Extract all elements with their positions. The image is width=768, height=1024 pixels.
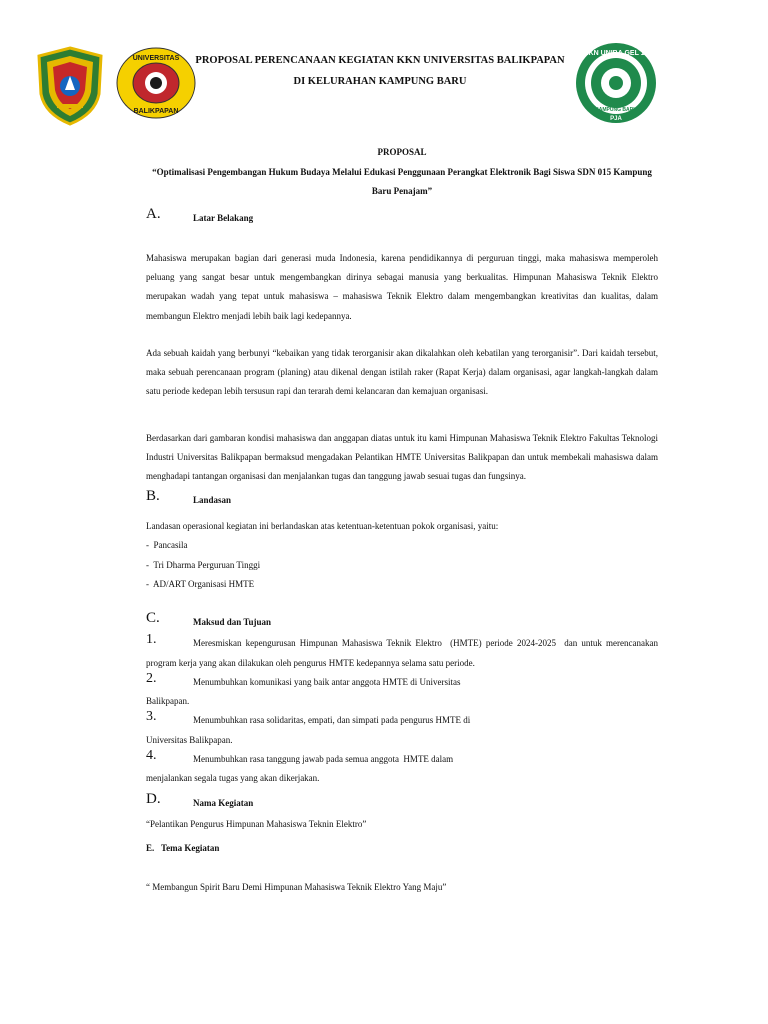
section-c-item-number: 1. bbox=[146, 632, 157, 647]
section-b-intro: Landasan operasional kegiatan ini berlandaskan atas ketentuan-ketentuan pokok organisasi, yaitu: bbox=[146, 521, 499, 531]
section-a-paragraph-1: Mahasiswa merupakan bagian dari generasi muda Indonesia, karena pendidikannya di perguruan tinggi, maka mahasiswa memperoleh peluang yang sangat besar untuk mengembangkan dirinya sebagai manusia yang berkualitas. Himpunan Mahasiswa Teknik Elektro merupakan wadah yang tepat untuk mahasiswa – mahasiswa Teknik Elektro dalam mengembangkan kreativitas dan kualitas, dalam membangun Elektro menjadi lebih baik lagi kedepannya. bbox=[146, 253, 658, 321]
section-d-text: “Pelantikan Pengurus Himpunan Mahasiswa Teknin Elektro” bbox=[146, 819, 367, 829]
section-c-item-line1: Menumbuhkan rasa solidaritas, empati, dan simpati pada pengurus HMTE di bbox=[193, 715, 471, 725]
section-c-item-line2: program kerja yang akan dilakukan oleh pengurus HMTE kedepannya selama satu periode. bbox=[146, 658, 475, 668]
header-title-line2: DI KELURAHAN KAMPUNG BARU bbox=[293, 76, 467, 87]
section-c-item-line1: Meresmiskan kepengurusan Himpunan Mahasiswa Teknik Elektro (HMTE) periode 2024-2025 dan untuk merencanakan bbox=[193, 638, 658, 648]
section-a-title: Latar Belakang bbox=[193, 213, 254, 223]
section-e-letter: E. bbox=[146, 843, 155, 853]
section-b-list-item: - Tri Dharma Perguruan Tinggi bbox=[146, 560, 261, 570]
section-c-item-line2: menjalankan segala tugas yang akan dikerjakan. bbox=[146, 773, 320, 783]
logo-text-bottom: BALIKPAPAN bbox=[133, 108, 179, 115]
logo-text-top: KKN UNIBA GEL 18 bbox=[583, 50, 649, 57]
logo-text-top: UNIVERSITAS bbox=[132, 55, 180, 62]
section-d-letter: D. bbox=[146, 791, 161, 807]
regency-emblem-logo bbox=[35, 46, 105, 126]
section-c-title: Maksud dan Tujuan bbox=[193, 617, 272, 627]
header-title-line1: PROPOSAL PERENCANAAN KEGIATAN KKN UNIVERSITAS BALIKPAPAN bbox=[195, 55, 565, 66]
proposal-subtitle-line2: Baru Penajam” bbox=[371, 186, 433, 196]
section-c-item-number: 4. bbox=[146, 748, 157, 763]
section-c-letter: C. bbox=[146, 610, 160, 626]
section-d-title: Nama Kegiatan bbox=[193, 798, 254, 808]
section-c-item-line2: Balikpapan. bbox=[146, 696, 190, 706]
section-e-title: Tema Kegiatan bbox=[161, 843, 220, 853]
proposal-subtitle-line1: “Optimalisasi Pengembangan Hukum Budaya Melalui Edukasi Penggunaan Perangkat Elektronik Bagi Siswa SDN 015 Kampung bbox=[152, 167, 652, 177]
proposal-heading: PROPOSAL bbox=[377, 147, 427, 157]
section-a-paragraph-3: Berdasarkan dari gambaran kondisi mahasiswa dan anggapan diatas untuk itu kami Himpunan Mahasiswa Teknik Elektro Fakultas Teknologi Industri Universitas Balikpapan bermaksud mengadakan Pelantikan HMTE Universitas Balikpapan dan untuk membekali mahasiswa dalam menghadapi tantangan organisasi dan menjalankan tugas dan tanggung jawab sesuai tugas dan fungsinya. bbox=[146, 433, 658, 482]
section-a-letter: A. bbox=[146, 206, 161, 222]
university-balikpapan-logo bbox=[116, 47, 196, 119]
section-c-item-number: 2. bbox=[146, 671, 157, 686]
section-c-item-line1: Menumbuhkan komunikasi yang baik antar anggota HMTE di Universitas bbox=[193, 677, 461, 687]
logo-badge: PJA bbox=[610, 116, 622, 122]
section-b-list-item: - AD/ART Organisasi HMTE bbox=[146, 579, 255, 589]
section-c-item-line2: Universitas Balikpapan. bbox=[146, 735, 233, 745]
logo-text-bottom: KAMPUNG BARU bbox=[595, 107, 637, 113]
section-c-item-line1: Menumbuhkan rasa tanggung jawab pada semua anggota HMTE dalam bbox=[193, 754, 454, 764]
section-a-paragraph-2: Ada sebuah kaidah yang berbunyi “kebaikan yang tidak terorganisir akan dikalahkan oleh kebatilan yang terorganisir”. Dari kaidah tersebut, maka sebuah perencanaan program (planing) atau dikenal dengan istilah raker (Rapat Kerja) dalam organisasi, agar langkah-langkah dalam satu periode kedepan lebih tersusun rapi dan terarah demi kelancaran dan kemajuan organisasi. bbox=[146, 348, 658, 397]
section-e-text: “ Membangun Spirit Baru Demi Himpunan Mahasiswa Teknik Elektro Yang Maju” bbox=[146, 882, 447, 892]
section-b-list-item: - Pancasila bbox=[146, 540, 188, 550]
section-b-title: Landasan bbox=[193, 495, 232, 505]
section-c-item-number: 3. bbox=[146, 709, 157, 724]
kkn-uniba-logo bbox=[575, 42, 657, 124]
section-b-letter: B. bbox=[146, 488, 160, 504]
